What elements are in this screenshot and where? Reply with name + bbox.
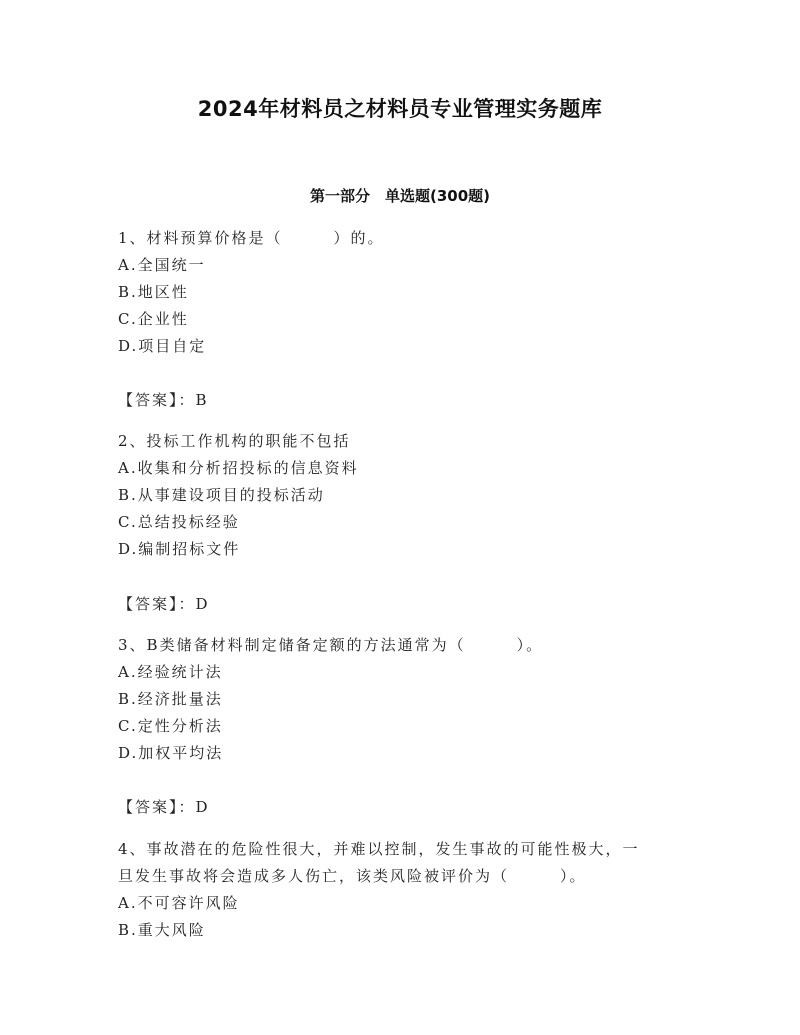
- question-3-option-b: B.经济批量法: [118, 690, 223, 708]
- question-3-option-a: A.经验统计法: [118, 663, 223, 681]
- question-3-answer: 【答案】：D: [118, 798, 210, 816]
- question-3-option-c: C.定性分析法: [118, 717, 223, 735]
- question-1-option-d: D.项目自定: [118, 337, 207, 355]
- question-4-option-a: A.不可容许风险: [118, 894, 240, 912]
- document-title: 2024年材料员之材料员专业管理实务题库: [197, 97, 603, 121]
- section-title: 第一部分 单选题(300题): [309, 187, 491, 205]
- question-1-option-a: A.全国统一: [118, 256, 206, 274]
- question-1-answer: 【答案】：B: [118, 391, 209, 409]
- question-4-option-b: B.重大风险: [118, 921, 206, 939]
- question-2-option-b: B.从事建设项目的投标活动: [118, 486, 325, 504]
- question-2-stem: 2、投标工作机构的职能不包括: [118, 432, 351, 450]
- question-4-stem-line-1: 4、事故潜在的危险性很大，并难以控制，发生事故的可能性极大，一: [118, 840, 640, 858]
- question-1-option-b: B.地区性: [118, 283, 189, 301]
- question-1-option-c: C.企业性: [118, 310, 189, 328]
- question-2-option-a: A.收集和分析招投标的信息资料: [118, 459, 359, 477]
- question-2-answer: 【答案】：D: [118, 595, 210, 613]
- question-3-stem: 3、B类储备材料制定储备定额的方法通常为（ ）。: [118, 636, 544, 654]
- question-3-option-d: D.加权平均法: [118, 744, 224, 762]
- question-1-stem: 1、材料预算价格是（ ）的。: [118, 229, 385, 247]
- question-4-stem-line-2: 旦发生事故将会造成多人伤亡，该类风险被评价为（ ）。: [118, 867, 587, 885]
- question-2-option-d: D.编制招标文件: [118, 540, 241, 558]
- question-2-option-c: C.总结投标经验: [118, 513, 240, 531]
